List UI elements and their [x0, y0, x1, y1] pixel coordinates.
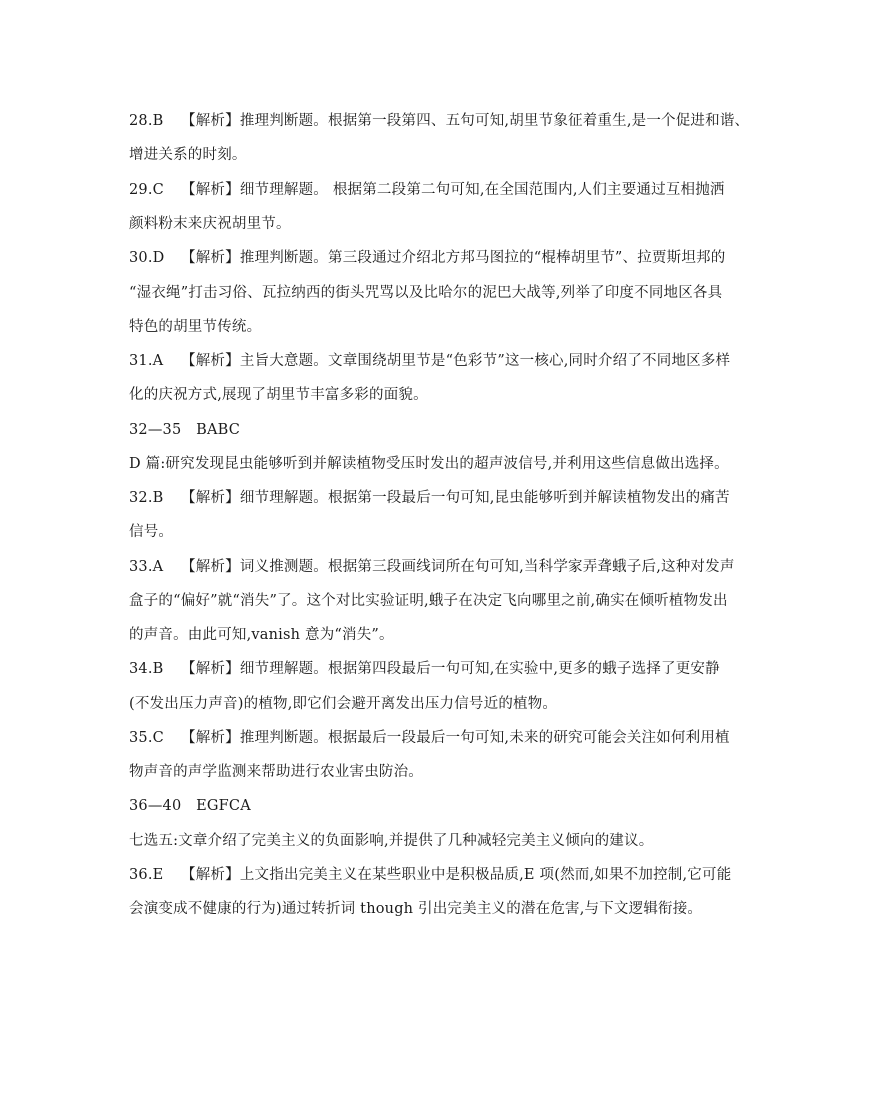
analysis-tag: 【解析】	[181, 867, 240, 883]
analysis-tag: 【解析】	[181, 559, 240, 575]
answer-line	[129, 625, 829, 645]
answer-line	[129, 557, 829, 577]
analysis-tag: 【解析】	[181, 730, 240, 746]
analysis-tag: 【解析】	[181, 661, 240, 677]
answer-text: 推理判断题。第三段通过介绍北方邦马图拉的“棍棒胡里节”、拉贾斯坦邦的	[239, 250, 726, 266]
answer-line	[129, 385, 829, 405]
answer-text: 化的庆祝方式,展现了胡里节丰富多彩的面貌。	[129, 387, 428, 403]
analysis-tag: 【解析】	[181, 490, 240, 506]
answer-line	[129, 488, 829, 508]
question-number: 36.E	[129, 867, 164, 883]
passage-summary: D 篇:研究发现昆虫能够听到并解读植物受压时发出的超声波信号,并利用这些信息做出选择。	[129, 456, 729, 472]
answer-text: “湿衣绳”打击习俗、瓦拉纳西的街头咒骂以及比哈尔的泥巴大战等,列举了印度不同地区各具	[129, 285, 723, 301]
answer-line	[129, 694, 829, 714]
answer-text: 特色的胡里节传统。	[129, 319, 262, 335]
answer-text: 细节理解题。根据第一段最后一句可知,昆虫能够听到并解读植物发出的痛苦	[239, 490, 730, 506]
question-number: 29.C	[129, 182, 164, 198]
question-number: 34.B	[129, 661, 164, 677]
answer-text: 词义推测题。根据第三段画线词所在句可知,当科学家弄聋蛾子后,这种对发声	[239, 559, 735, 575]
answer-text: 增进关系的时刻。	[129, 147, 247, 163]
answer-text: 推理判断题。根据最后一段最后一句可知,未来的研究可能会关注如何利用植	[239, 730, 730, 746]
answer-line	[129, 865, 829, 885]
question-number: 33.A	[129, 559, 164, 575]
answer-text: 会演变成不健康的行为)通过转折词 though 引出完美主义的潜在危害,与下文逻辑衔接。	[129, 901, 703, 917]
analysis-tag: 【解析】	[181, 353, 240, 369]
answer-text: 上文指出完美主义在某些职业中是积极品质,E 项(然而,如果不加控制,它可能	[239, 867, 732, 883]
answer-text: 推理判断题。根据第一段第四、五句可知,胡里节象征着重生,是一个促进和谐、	[239, 113, 750, 129]
answer-line	[129, 317, 829, 337]
question-number: 32.B	[129, 490, 164, 506]
answer-line	[129, 111, 829, 131]
analysis-tag: 【解析】	[181, 113, 240, 129]
answer-line	[129, 728, 829, 748]
answer-line	[129, 248, 829, 268]
analysis-tag: 【解析】	[181, 250, 240, 266]
answer-line	[129, 214, 829, 234]
answer-text: 细节理解题。根据第四段最后一句可知,在实验中,更多的蛾子选择了更安静	[239, 661, 720, 677]
answer-text: 物声音的声学监测来帮助进行农业害虫防治。	[129, 764, 423, 780]
section-answers: 36—40 EGFCA	[129, 798, 251, 814]
question-number: 28.B	[129, 113, 164, 129]
answer-line	[129, 283, 829, 303]
answer-line	[129, 762, 829, 782]
answer-line	[129, 522, 829, 542]
answer-text: 细节理解题。 根据第二段第二句可知,在全国范围内,人们主要通过互相抛洒	[239, 182, 725, 198]
answer-text: 信号。	[129, 524, 174, 540]
answer-line	[129, 659, 829, 679]
question-number: 31.A	[129, 353, 164, 369]
answer-text: 主旨大意题。文章围绕胡里节是“色彩节”这一核心,同时介绍了不同地区多样	[239, 353, 731, 369]
question-number: 35.C	[129, 730, 164, 746]
answer-text: 盒子的“偏好”就“消失”了。这个对比实验证明,蛾子在决定飞向哪里之前,确实在倾听植物发出	[129, 593, 728, 609]
analysis-tag: 【解析】	[181, 182, 240, 198]
answer-text: (不发出压力声音)的植物,即它们会避开离发出压力信号近的植物。	[129, 696, 558, 712]
answer-line	[129, 899, 829, 919]
question-number: 30.D	[129, 250, 165, 266]
passage-summary: 七选五:文章介绍了完美主义的负面影响,并提供了几种减轻完美主义倾向的建议。	[129, 833, 654, 849]
answer-line	[129, 180, 829, 200]
section-answers: 32—35 BABC	[129, 422, 241, 438]
answer-text: 的声音。由此可知,vanish 意为“消失”。	[129, 627, 394, 643]
answer-line	[129, 351, 829, 371]
answer-line	[129, 591, 829, 611]
answer-line	[129, 145, 829, 165]
answer-text: 颜料粉末来庆祝胡里节。	[129, 216, 291, 232]
